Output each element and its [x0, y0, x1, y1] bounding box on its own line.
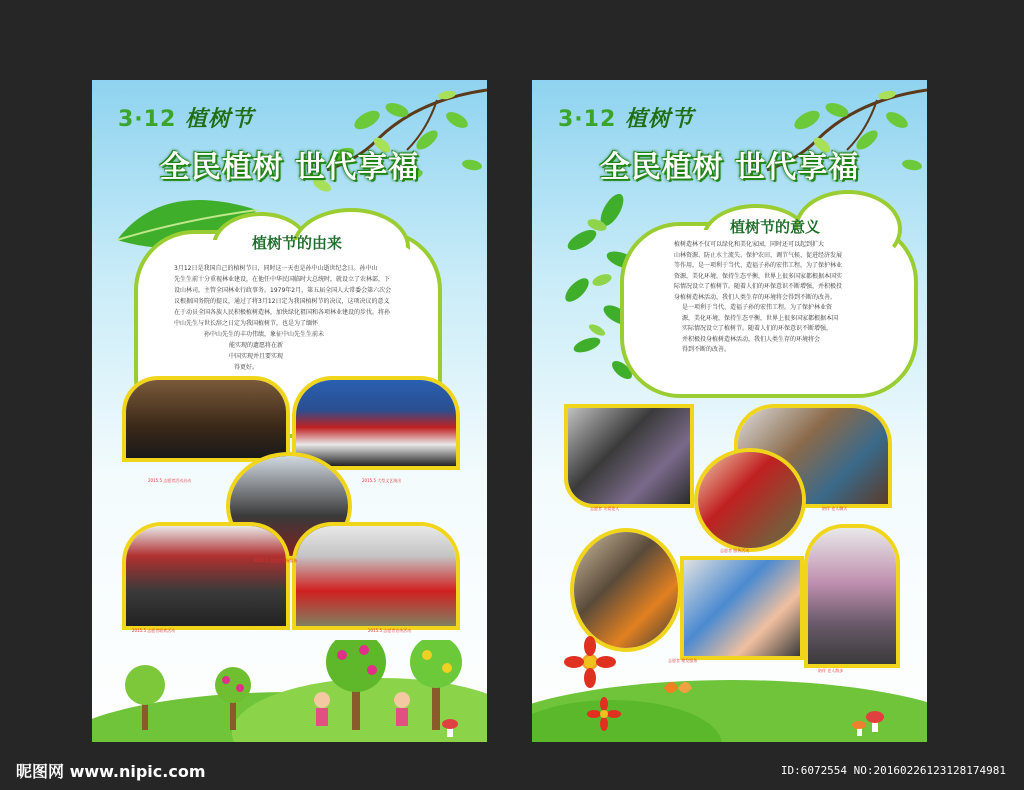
- date-number: 3·12: [558, 107, 617, 132]
- site-logo: 昵图网 www.nipic.com: [16, 762, 206, 781]
- paragraph-line: 先生生前十分重视林业建设，在他任中华民国临时大总统时，就设立了农林部，下: [174, 276, 391, 283]
- date-logo: [118, 102, 254, 133]
- photo-caption: 2015.5 志愿者活动启动: [148, 478, 192, 483]
- paragraph-line: 并积极投身植树造林活动，我们人类生存的环境将会: [682, 335, 821, 343]
- paragraph-line: 孙中山先生的丰功伟绩，象征中山先生生前未: [204, 331, 325, 338]
- volunteer-photo-3: [694, 448, 806, 552]
- paragraph-line: 中国实现并且要实现: [229, 353, 284, 360]
- origin-paragraph: [174, 263, 414, 373]
- photo-caption: 志愿者 理发服务: [668, 658, 698, 663]
- section-title: 植树节的由来: [252, 234, 343, 252]
- paragraph-line: 议根据国务院的提议，通过了将3月12日定为我国植树节的决议，这项决议的意义: [174, 298, 390, 305]
- photo-caption: 志愿者 关爱老人: [590, 506, 620, 511]
- photo-caption: 2015.5 志愿者现场服务: [254, 558, 298, 563]
- event-photo-4: [122, 522, 290, 630]
- paragraph-line: 山林资源、防止水土流失、保护农田、调节气候、促进经济发展: [674, 251, 843, 259]
- photo-caption: 志愿者 服务活动: [720, 548, 750, 553]
- image-id: ID:6072554 NO:20160226123128174981: [780, 764, 1006, 777]
- paragraph-line: 实际情况设立了植树节。随着人们的环保意识不断增强，: [682, 325, 833, 332]
- event-photo-1: [122, 376, 290, 462]
- meaning-paragraph: [674, 240, 904, 356]
- flowers-illustration: [532, 628, 927, 742]
- paragraph-line: 3月12日是我国自己的植树节日，同时这一天也是孙中山逝世纪念日。孙中山: [174, 265, 378, 272]
- photo-caption: 2015.5 大型文艺演出: [362, 478, 402, 483]
- slogan: 全民植树 世代享福: [159, 150, 420, 185]
- paragraph-line: 植树造林不仅可以绿化和美化家园，同时还可以起到扩大: [674, 241, 825, 248]
- section-title: 植树节的意义: [730, 218, 821, 236]
- festival-name: 植树节: [184, 106, 254, 132]
- paragraph-line: 资源，美化环境，保持生态平衡，世界上很多国家都根据本国实: [674, 272, 843, 280]
- poster-right: [532, 80, 927, 742]
- date-number: 3·12: [118, 107, 177, 132]
- paragraph-line: 身植树造林活动，我们人类生存的环境将会得到不断的改善。: [674, 293, 837, 301]
- paragraph-line: 在于动员全国各族人民积极植树造林，加快绿化祖国和各项林业建设的步伐。将孙: [174, 309, 391, 316]
- slogan: 全民植树 世代享福: [599, 150, 860, 185]
- trees-and-kids-illustration: [102, 640, 482, 742]
- photo-caption: 2015.5 志愿者宣传活动: [368, 628, 412, 633]
- event-photo-2: [292, 376, 460, 470]
- paragraph-line: 能实现的遗愿将在新: [229, 342, 284, 349]
- paragraph-line: 是一项利于当代、造福子孙的宏伟工程。为了保护林业资: [682, 304, 833, 311]
- paragraph-line: 源，美化环境，保持生态平衡，世界上很多国家都根据本国: [682, 314, 839, 322]
- photo-caption: 陪伴 老人散步: [818, 668, 844, 673]
- date-logo: [558, 102, 694, 133]
- festival-name: 植树节: [624, 106, 694, 132]
- event-photo-5: [292, 522, 460, 630]
- paragraph-line: 得到不断的改善。: [682, 346, 731, 353]
- photo-caption: 陪伴 老人聊天: [822, 506, 848, 511]
- photo-caption: 2015.5 志愿者联欢活动: [132, 628, 176, 633]
- poster-left: [92, 80, 487, 742]
- volunteer-photo-1: [564, 404, 694, 508]
- paragraph-line: 得更好。: [234, 364, 259, 371]
- paragraph-line: 际情况设立了植树节。随着人们的环保意识不断增强，并积极投: [674, 283, 843, 290]
- paragraph-line: 等作用，是一项利于当代、造福子孙的宏伟工程。为了保护林业: [674, 262, 843, 269]
- paragraph-line: 设山林司，主管全国林业行政事务。1979年2月，第五届全国人大常委会第六次会: [174, 287, 392, 294]
- paragraph-line: 中山先生与世长辞之日定为我国植树节，也是为了缅怀: [174, 320, 319, 327]
